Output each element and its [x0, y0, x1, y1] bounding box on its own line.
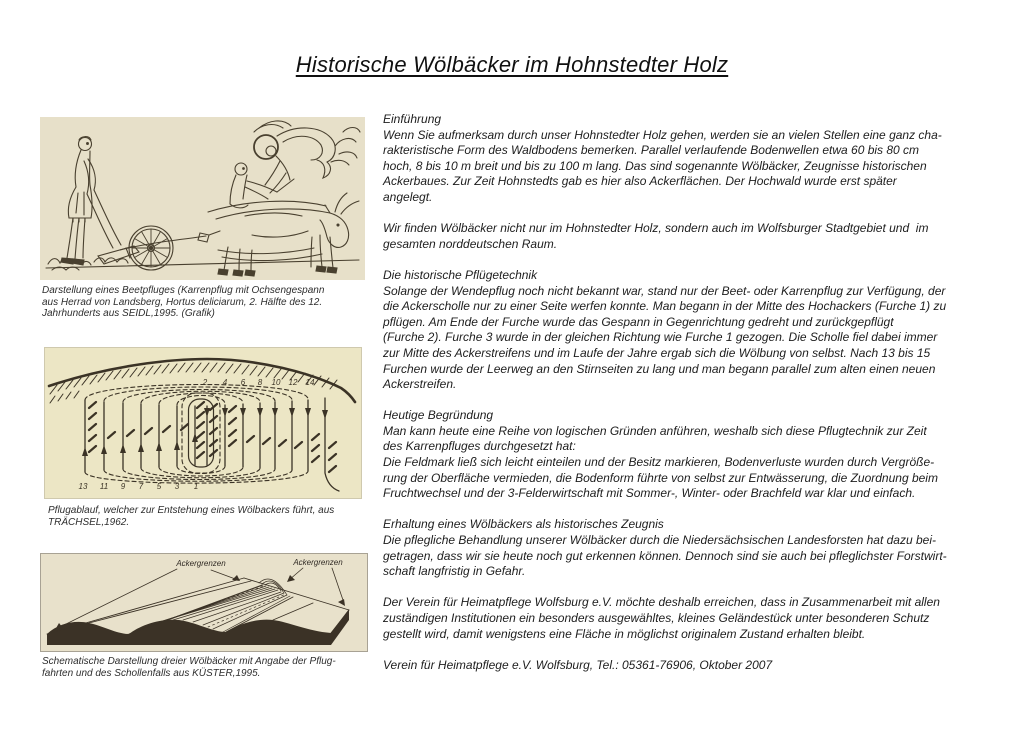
furrow-number: 14 [305, 378, 315, 387]
furrow-number: 10 [271, 378, 281, 387]
paragraph-verein [383, 595, 1018, 642]
furrow-number: 8 [257, 378, 263, 387]
text-line: zur Mitte des Ackerstreifens und im Laufe der Jahre ergab sich die Wölbung von selbst. Nach 13 bis 15 [383, 345, 931, 360]
furrow-number: 2 [202, 378, 208, 387]
furrow-number: 12 [288, 378, 298, 387]
furrow-number: 13 [78, 482, 88, 491]
body-text-column [383, 112, 1018, 674]
text-line: die Ackerscholle nur zu einer Seite werfen konnte. Man begann in der Mitte des Hochackers (Furche 1) zu [383, 299, 947, 314]
woelbaecker-drawing [41, 554, 367, 651]
contact-footer: Verein für Heimatpflege e.V. Wolfsburg, Tel.: 05361-76906, Oktober 2007 [383, 658, 773, 673]
page-title [0, 52, 1024, 78]
page-title-text: Historische Wölbäcker im Hohnstedter Holz [295, 52, 729, 77]
text-line: Ackerstreifen. [383, 377, 457, 392]
furrow-number: 6 [240, 378, 246, 387]
paragraph-verbreitung [383, 221, 1018, 252]
section-paragraph [383, 424, 1018, 502]
furrow-number: 7 [138, 482, 144, 491]
figure1-caption [42, 285, 364, 320]
pflugablauf-drawing [45, 348, 361, 498]
section-heading: Erhaltung eines Wölbäckers als historisches Zeugnis [383, 517, 664, 532]
section-erhaltung [383, 517, 1018, 579]
figure3-caption [42, 656, 364, 679]
text-line: Pflugablauf, welcher zur Entstehung eines Wölbackers führt, aus [48, 505, 335, 516]
text-line: Schematische Darstellung dreier Wölbäcker mit Angabe der Pflug- [42, 656, 336, 667]
furrow-number: 5 [156, 482, 162, 491]
text-line: rakteristische Form des Waldbodens bemerken. Parallel verlaufende Bodenwellen etwa 60 bis 80 cm [383, 143, 920, 158]
text-line: rung der Oberfläche vermieden, die Bodenform führte von selbst zur Entwässerung, die Zuordnung beim [383, 470, 938, 485]
figure-pflugablauf [44, 347, 362, 499]
figure-woelbaecker-schematic [40, 553, 368, 652]
furrow-number: 4 [222, 378, 228, 387]
text-line: Furchen wurde der Leerweg an den Stirnseiten zu lang und man begann parallel zum alten einen neuen [383, 361, 936, 376]
text-line: fahrten und des Schollenfalls aus KÜSTER,1995. [42, 667, 261, 679]
furrow-number: 9 [120, 482, 126, 491]
text-line: gesamten norddeutschen Raum. [383, 236, 558, 251]
text-line: Darstellung eines Beetpfluges (Karrenpflug mit Ochsengespann [42, 285, 325, 296]
figure-beetpflug [40, 117, 365, 280]
text-line: Die Feldmark ließ sich leicht einteilen und der Besitz markieren, Bodenverluste wurden durch Vergröße- [383, 455, 935, 470]
furrow-number: 3 [174, 482, 180, 491]
text-line: Die pflegliche Behandlung unserer Wölbäcker durch die Niedersächsischen Landesforsten hat dazu bei- [383, 533, 936, 548]
section-begruendung [383, 408, 1018, 502]
text-line: Wir finden Wölbäcker nicht nur im Hohnstedter Holz, sondern auch im Wolfsburger Stadtgebiet und im [383, 221, 929, 236]
furrow-number: 1 [193, 482, 199, 491]
text-line: Der Verein für Heimatpflege Wolfsburg e.V. möchte deshalb erreichen, dass in Zusammenarbeit mit allen [383, 595, 940, 610]
text-line: Solange der Wendepflug noch nicht bekannt war, stand nur der Beet- oder Karrenpflug zur Verfügung, der [383, 283, 946, 298]
section-heading: Einführung [383, 112, 442, 126]
section-heading: Die historische Pflügetechnik [383, 267, 538, 282]
section-pfluegetechnik [383, 268, 1018, 393]
text-line: Ackerbaues. Zur Zeit Hohnstedts gab es hier also Ackerflächen. Der Hochwald wurde erst später [383, 174, 897, 189]
text-line: aus Herrad von Landsberg, Hortus deliciarum, 2. Hälfte des 12. [42, 296, 323, 308]
ackergrenzen-label-right: Ackergrenzen [293, 558, 343, 567]
furrow-number: 11 [99, 482, 109, 491]
text-line: zuständigen Institutionen ein besonders ausgewähltes, kleines Geländestück unter besonderen Schutz [383, 611, 930, 625]
text-line: Jahrhunderts aus SEIDL,1995. (Grafik) [42, 308, 215, 320]
text-line: Man kann heute eine Reihe von logischen Gründen anführen, weshalb sich diese Pflugtechnik zur Zeit [383, 423, 927, 438]
section-paragraph [383, 533, 1018, 580]
text-line: pflügen. Am Ende der Furche wurde das Gespann in Gegenrichtung gedreht und zurückgepflügt [383, 314, 894, 329]
section-paragraph [383, 595, 1018, 642]
section-paragraph [383, 284, 1018, 393]
text-line: schaft langfristig in Gefahr. [383, 564, 526, 579]
section-paragraph [383, 128, 1018, 206]
text-line: (Furche 2). Furche 3 wurde in der gleichen Richtung wie Furche 1 gezogen. Die Scholle fiel dabei immer [383, 330, 938, 345]
beetpflug-drawing [40, 117, 365, 280]
text-line: TRÄCHSEL,1962. [48, 516, 130, 528]
ackergrenzen-label-left: Ackergrenzen [176, 559, 226, 568]
text-line: Fruchtwechsel und der 3-Felderwirtschaft mit Sommer-, Winter- oder Brachfeld war klar und einfach. [383, 486, 916, 501]
text-line: Wenn Sie aufmerksam durch unser Hohnstedter Holz gehen, werden sie an vielen Stellen eine ganz cha- [383, 127, 942, 142]
text-line: gestellt wird, damit wenigstens eine Fläche in möglichst originalem Zustand erhalten bleibt. [383, 626, 866, 641]
text-line: des Karrenpfluges durchgesetzt hat: [383, 439, 576, 454]
text-line: getragen, dass wir sie heute noch gut erkennen können. Dennoch sind sie auch bei pfleglichster Forstwirt- [383, 548, 947, 563]
figure2-caption [48, 505, 364, 528]
section-paragraph [383, 221, 1018, 252]
section-einfuehrung [383, 112, 1018, 206]
section-heading: Heutige Begründung [383, 408, 494, 423]
text-line: angelegt. [383, 189, 433, 204]
text-line: hoch, 8 bis 10 m breit und bis zu 100 m lang. Das sind sogenannte Wölbäcker, Zeugnisse historischen [383, 158, 927, 173]
